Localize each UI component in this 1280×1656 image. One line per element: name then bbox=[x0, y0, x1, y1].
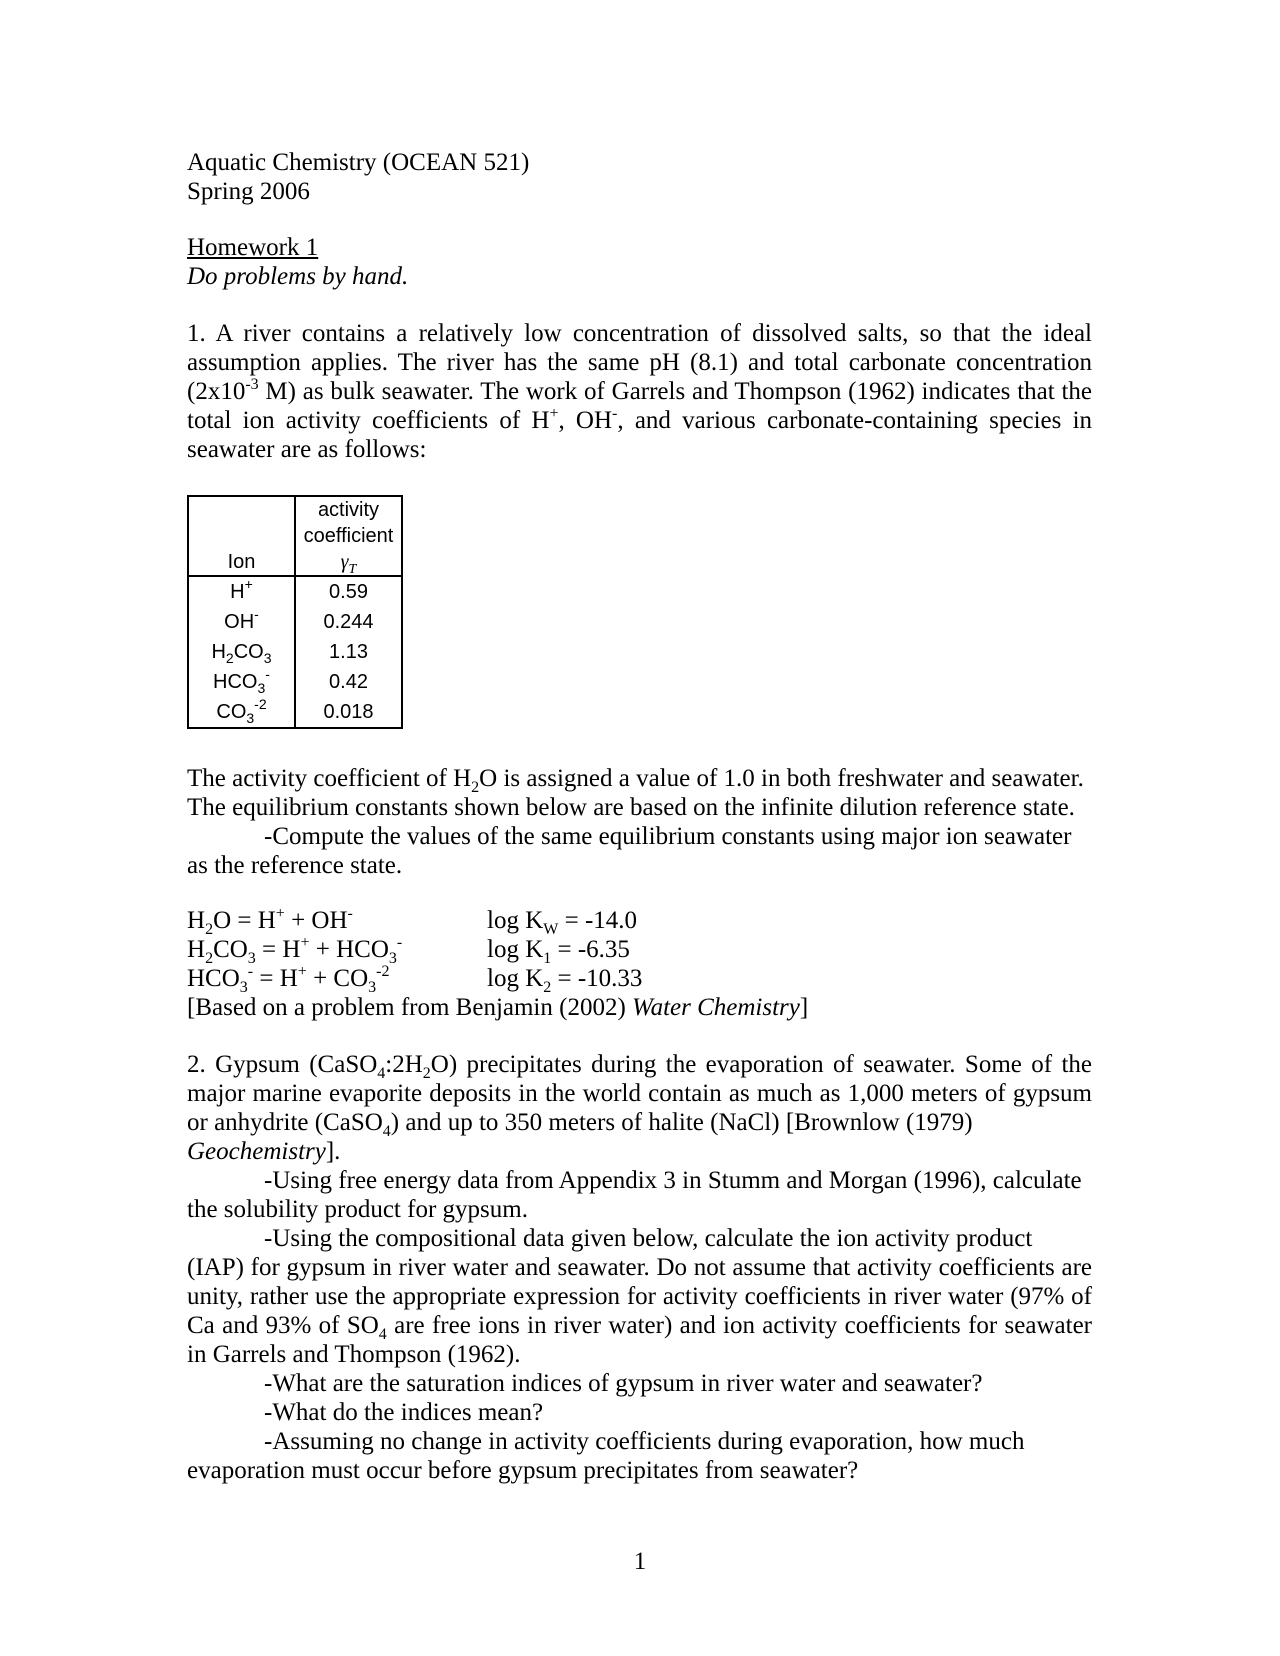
constant-k2: $\log K_2 = -10.33$ bbox=[487, 965, 643, 996]
task-compute-cont: as the reference state. bbox=[187, 852, 403, 879]
course-title: Aquatic Chemistry (OCEAN 521) bbox=[187, 149, 530, 176]
task-indices: -What do the indices mean? bbox=[264, 1399, 544, 1426]
table-row: $HCO_3^-$ 0.42 bbox=[188, 667, 402, 697]
task-solubility-cont: the solubility product for gypsum. bbox=[187, 1196, 528, 1223]
table-row: H+ 0.59 bbox=[188, 576, 402, 607]
task-compute: -Compute the values of the same equilibrium constants using major ion seawater bbox=[264, 823, 1072, 850]
page-number: 1 bbox=[633, 1548, 647, 1575]
equation-k1: $H_2CO_3 = H^+ + HCO_3^-$ bbox=[187, 934, 403, 967]
task-iap-cont: (IAP) for gypsum in river water and seawater. Do not assume that activity coefficients are unity, rather use the appropriate expression for activity coefficients in river water (97% of Ca and 93% of $SO_4$ are free ions in river water) and ion activity coefficients for seawater in Garrels and Thompson (1962). bbox=[187, 1254, 1092, 1368]
task-solubility: -Using free energy data from Appendix 3 in Stumm and Morgan (1996), calculate bbox=[264, 1167, 1082, 1194]
task-evaporation: -Assuming no change in activity coefficients during evaporation, how much bbox=[264, 1428, 1025, 1455]
activity-coefficient-table bbox=[187, 495, 403, 729]
header-activity: activity bbox=[295, 496, 402, 523]
task-iap: -Using the compositional data given below, calculate the ion activity product bbox=[264, 1225, 1033, 1252]
ion-co3: $CO_3^{-2}$ bbox=[188, 697, 295, 728]
constant-kw: $\log K_W = -14.0$ bbox=[487, 907, 638, 938]
reference-state-text: The equilibrium constants shown below are based on the infinite dilution reference state. bbox=[187, 794, 1075, 821]
table-row: $H_2CO_3$ 1.13 bbox=[188, 637, 402, 667]
table-row: OH- 0.244 bbox=[188, 607, 402, 637]
header-gamma: $\gamma_T$ bbox=[295, 549, 402, 576]
water-activity-text: The activity coefficient of $H_2O$ is assigned a value of 1.0 in both freshwater and seawater. bbox=[187, 765, 1084, 796]
table-row: $CO_3^{-2}$ 0.018 bbox=[188, 697, 402, 728]
ion-h2co3: $H_2CO_3$ bbox=[188, 637, 295, 667]
term: Spring 2006 bbox=[187, 178, 310, 205]
instruction: Do problems by hand. bbox=[187, 263, 409, 290]
source-citation: [Based on a problem from Benjamin (2002) Water Chemistry] bbox=[187, 994, 809, 1021]
homework-title: Homework 1 bbox=[187, 234, 319, 261]
constant-k1: $\log K_1 = -6.35$ bbox=[487, 936, 630, 967]
header-coefficient: coefficient bbox=[295, 523, 402, 549]
problem2-intro: 2. Gypsum $(CaSO_4:2H_2O)$ precipitates during the evaporation of seawater. Some of the major marine evaporite deposits in the world contain as much as 1,000 meters of gypsum or anhydrite (CaSO$_4$) and up to 350 meters of halite (NaCl) [Brownlow (1979) Geochemistry]. bbox=[187, 1051, 1092, 1165]
equation-water: $H_2O = H^+ + OH^-$ bbox=[187, 905, 353, 938]
header-ion: Ion bbox=[188, 549, 295, 576]
problem1-intro: 1. A river contains a relatively low concentration of dissolved salts, so that the ideal assumption applies. The river has the same pH (8.1) and total carbonate concentration ($2x10^{-3}$ M) as bulk seawater. The work of Garrels and Thompson (1962) indicates that the total ion activity coefficients of H+, OH-, and various carbonate-containing species in seawater are as follows: bbox=[187, 320, 1093, 463]
task-evaporation-cont: evaporation must occur before gypsum precipitates from seawater? bbox=[187, 1457, 859, 1484]
equation-k2: $HCO_3^- = H^+ + CO_3^{-2}$ bbox=[187, 963, 390, 996]
task-saturation: -What are the saturation indices of gypsum in river water and seawater? bbox=[264, 1370, 983, 1397]
ion-hco3: $HCO_3^-$ bbox=[188, 667, 295, 697]
